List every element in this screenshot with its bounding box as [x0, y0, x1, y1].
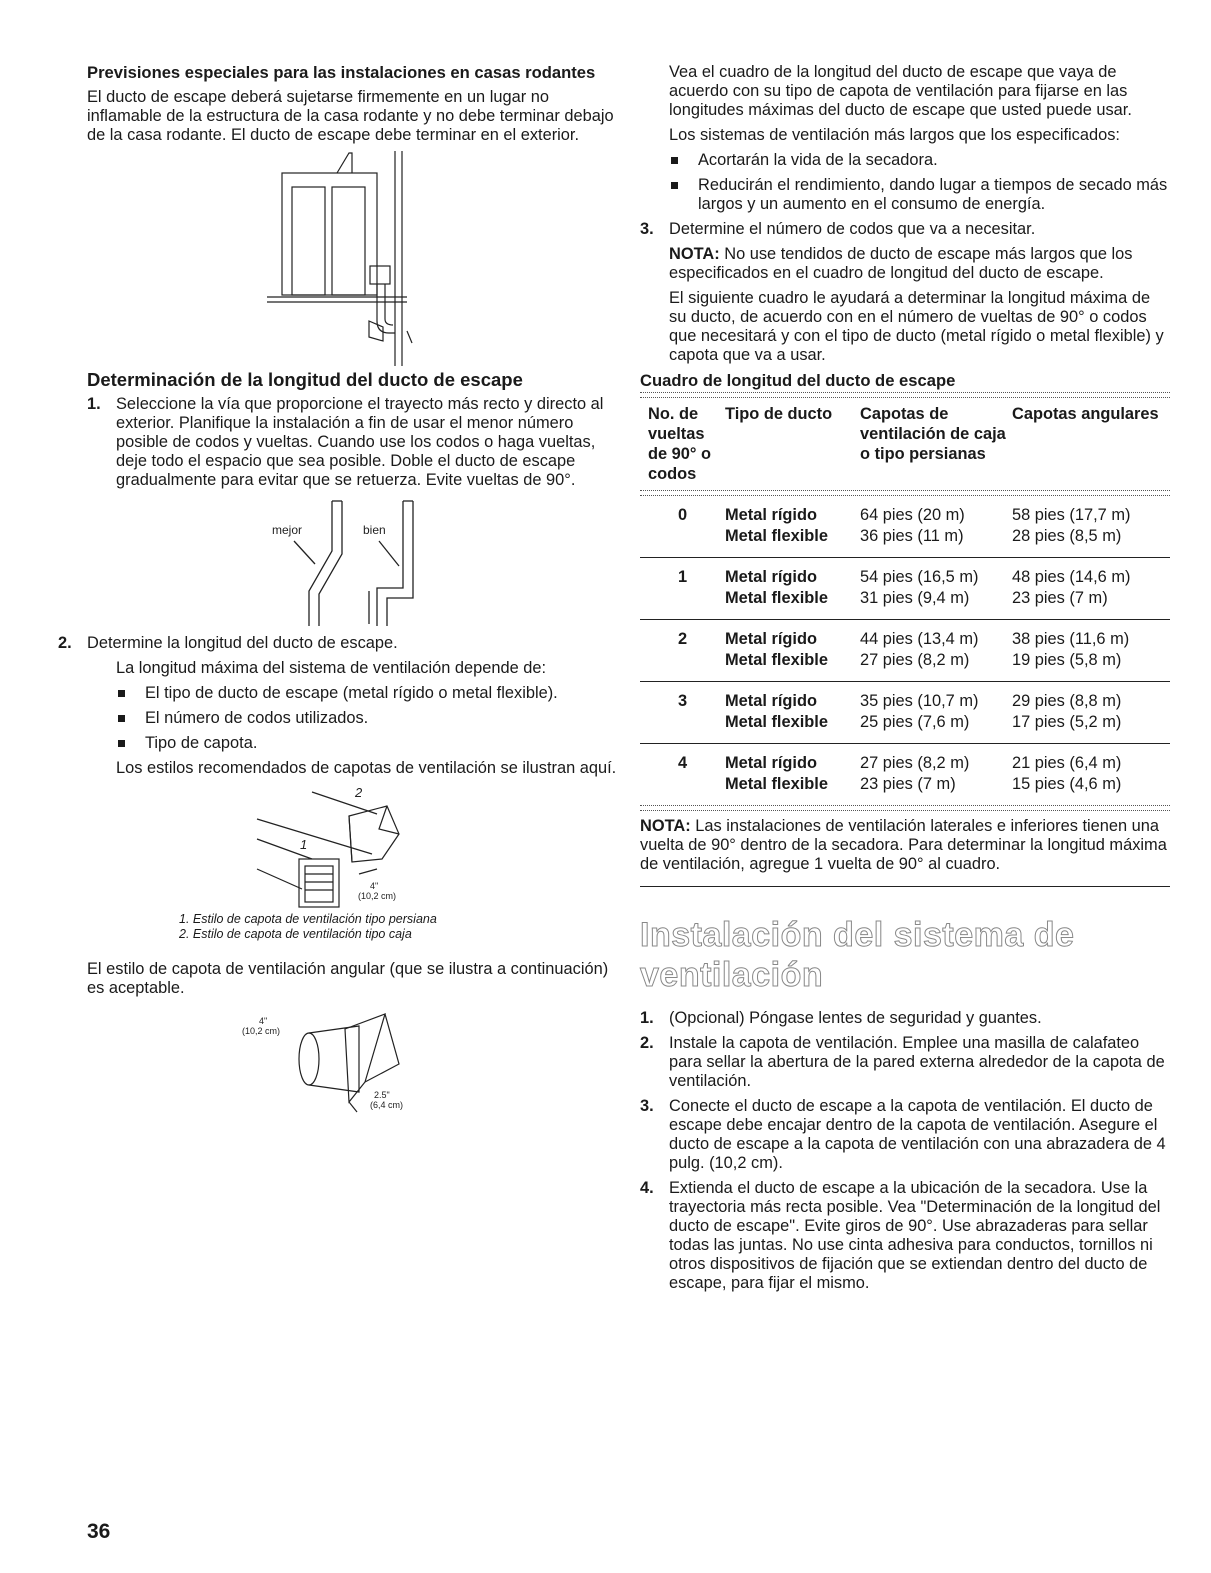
mobile-home-heading: Previsiones especiales para las instalaciones en casas rodantes [87, 63, 596, 82]
hood-caption: 1. Estilo de capota de ventilación tipo persiana 2. Estilo de capota de ventilación tipo caja [179, 912, 437, 941]
step-2: 2. Determine la longitud del ducto de escape. [58, 634, 617, 653]
note-1: NOTA: No use tendidos de ducto de escape más largos que los especificados en el cuadro de longitud del ducto de escape. [669, 245, 1133, 282]
fig-label-better: mejor [272, 523, 303, 537]
see-chart-text: Vea el cuadro de la longitud del ducto de escape que vaya de acuerdo con su tipo de capota de ventilación para fijarse en las longitudes máximas del ducto de escape que usted puede usar. [669, 63, 1132, 119]
longer-bullet: Acortarán la vida de la secadora. [669, 151, 1170, 170]
table-bottom-rule [640, 805, 1170, 811]
elbow-comparison-illustration [87, 496, 617, 634]
chart-help-text: El siguiente cuadro le ayudará a determinar la longitud máxima de su ducto, de acuerdo con en el número de vueltas de 90° o codos que necesitará y con el tipo de ducto (metal rígido o metal flexible) y capota que va a usar. [669, 289, 1164, 364]
hood-dim-cm: (10,2 cm) [358, 891, 397, 901]
longer-intro: Los sistemas de ventilación más largos que los especificados: [669, 126, 1120, 144]
angled-hood-text: El estilo de capota de ventilación angular (que se ilustra a continuación) es aceptable. [87, 960, 609, 997]
table-row: 0 Metal rígido Metal flexible 64 pies (20 m) 36 pies (11 m) 58 pies (17,7 m) 28 pies (8,5 m) [640, 496, 1170, 558]
left-column [58, 63, 617, 1116]
angled-hood-illustration [87, 1004, 617, 1116]
angled-dim1-cm: (10,2 cm) [242, 1026, 281, 1036]
angled-hood-figure [87, 1004, 617, 1116]
length-heading: Determinación de la longitud del ducto de escape [87, 369, 523, 390]
col-header-duct: Tipo de ducto [725, 405, 833, 423]
section-divider [640, 886, 1170, 887]
step-1-text: Seleccione la vía que proporcione el trayecto más recto y directo al exterior. Planifique la instalación a fin de usar el menor número posible de codos y vueltas. Cuando use los codos o haga vueltas, deje todo el espacio que sea posible. Doble el ducto de escape gradualmente para evitar que se retuerza. Evite vueltas de 90°. [116, 395, 604, 489]
step-2-intro: La longitud máxima del sistema de ventilación depende de: [116, 659, 547, 677]
install-heading: Instalación del sistema de ventilación [640, 916, 1075, 994]
dryer-vent-illustration [87, 151, 617, 369]
step-2-text: Determine la longitud del ducto de escape. [87, 634, 398, 652]
table-row: 1 Metal rígido Metal flexible 54 pies (16,5 m) 31 pies (9,4 m) 48 pies (14,6 m) 23 pies (7 m) [640, 558, 1170, 620]
hood-styles-text: Los estilos recomendados de capotas de ventilación se ilustran aquí. [116, 759, 617, 777]
angled-dim2-cm: (6,4 cm) [370, 1100, 404, 1110]
duct-length-table [640, 404, 1170, 805]
hood-label-2: 2 [355, 785, 363, 800]
table-row: 3 Metal rígido Metal flexible 35 pies (10,7 m) 25 pies (7,6 m) 29 pies (8,8 m) 17 pies (5,2 m) [640, 682, 1170, 744]
right-column [640, 63, 1170, 1299]
table-title: Cuadro de longitud del ducto de escape [640, 371, 956, 390]
mobile-home-text: El ducto de escape deberá sujetarse firmemente en un lugar no inflamable de la estructura de la casa rodante y no debe terminar debajo de la casa rodante. El ducto de escape debe terminar en el exterior. [87, 88, 614, 144]
mobile-home-dryer-figure [87, 151, 617, 369]
longer-bullet: Reducirán el rendimiento, dando lugar a tiempos de secado más largos y un aumento en el consumo de energía. [669, 176, 1170, 214]
elbow-figure [87, 496, 617, 634]
angled-dim2-in: 2.5" [374, 1090, 390, 1100]
step-2-bullet: Tipo de capota. [116, 734, 617, 753]
step-3: 3. Determine el número de codos que va a necesitar. [640, 220, 1170, 239]
fig-label-good: bien [363, 523, 386, 537]
table-top-rule [640, 392, 1170, 398]
col-header-box-hoods: Capotas de ventilación de caja o tipo persianas [860, 405, 1006, 463]
page-number: 36 [87, 1520, 111, 1543]
col-header-turns: No. de vueltas de 90° o codos [648, 405, 712, 483]
hood-styles-figure [87, 784, 617, 912]
step-2-bullet: El número de codos utilizados. [116, 709, 617, 728]
step-3-text: Determine el número de codos que va a necesitar. [669, 220, 1036, 238]
step-1: 1. Seleccione la vía que proporcione el trayecto más recto y directo al exterior. Planifique la instalación a fin de usar el menor número posible de codos y vueltas. Cuando use los codos o haga vueltas, deje todo el espacio que sea posible. Doble el ducto de escape gradualmente para evitar que se retuerza. Evite vueltas de 90°. [87, 395, 617, 490]
hood-styles-illustration [87, 784, 617, 912]
angled-dim1-in: 4" [259, 1016, 268, 1026]
table-row: 2 Metal rígido Metal flexible 44 pies (13,4 m) 27 pies (8,2 m) 38 pies (11,6 m) 19 pies (5,8 m) [640, 620, 1170, 682]
col-header-angled-hoods: Capotas angulares [1012, 405, 1159, 423]
note-2: NOTA: Las instalaciones de ventilación laterales e inferiores tienen una vuelta de 90° dentro de la secadora. Para determinar la longitud máxima de ventilación, agregue 1 vuelta de 90° al cuadro. [640, 817, 1167, 873]
table-row: 4 Metal rígido Metal flexible 27 pies (8,2 m) 23 pies (7 m) 21 pies (6,4 m) 15 pies (4,6 m) [677, 754, 1122, 793]
install-step: 3. Conecte el ducto de escape a la capota de ventilación. El ducto de escape debe encajar dentro de la capota de ventilación. Asegure el ducto de escape a la capota de ventilación con una abrazadera de 4 pulg. (10,2 cm). [640, 1097, 1166, 1172]
install-step: 1. (Opcional) Póngase lentes de seguridad y guantes. [640, 1009, 1042, 1027]
install-step: 2. Instale la capota de ventilación. Emplee una masilla de calafateo para sellar la abertura de la pared externa alrededor de la capota de ventilación. [640, 1034, 1165, 1090]
install-step: 4. Extienda el ducto de escape a la ubicación de la secadora. Use la trayectoria más recta posible. Vea "Determinación de la longitud del ducto de escape". Evite giros de 90°. Use abrazaderas para sellar todas las juntas. No use cinta adhesiva para conductos, tornillos ni otros dispositivos de fijación que se extiendan dentro del ducto de escape, para fijar el mismo. [640, 1179, 1161, 1292]
step-2-bullet: El tipo de ducto de escape (metal rígido o metal flexible). [116, 684, 617, 703]
hood-label-1: 1 [300, 837, 308, 852]
hood-dim-in: 4" [370, 881, 379, 891]
